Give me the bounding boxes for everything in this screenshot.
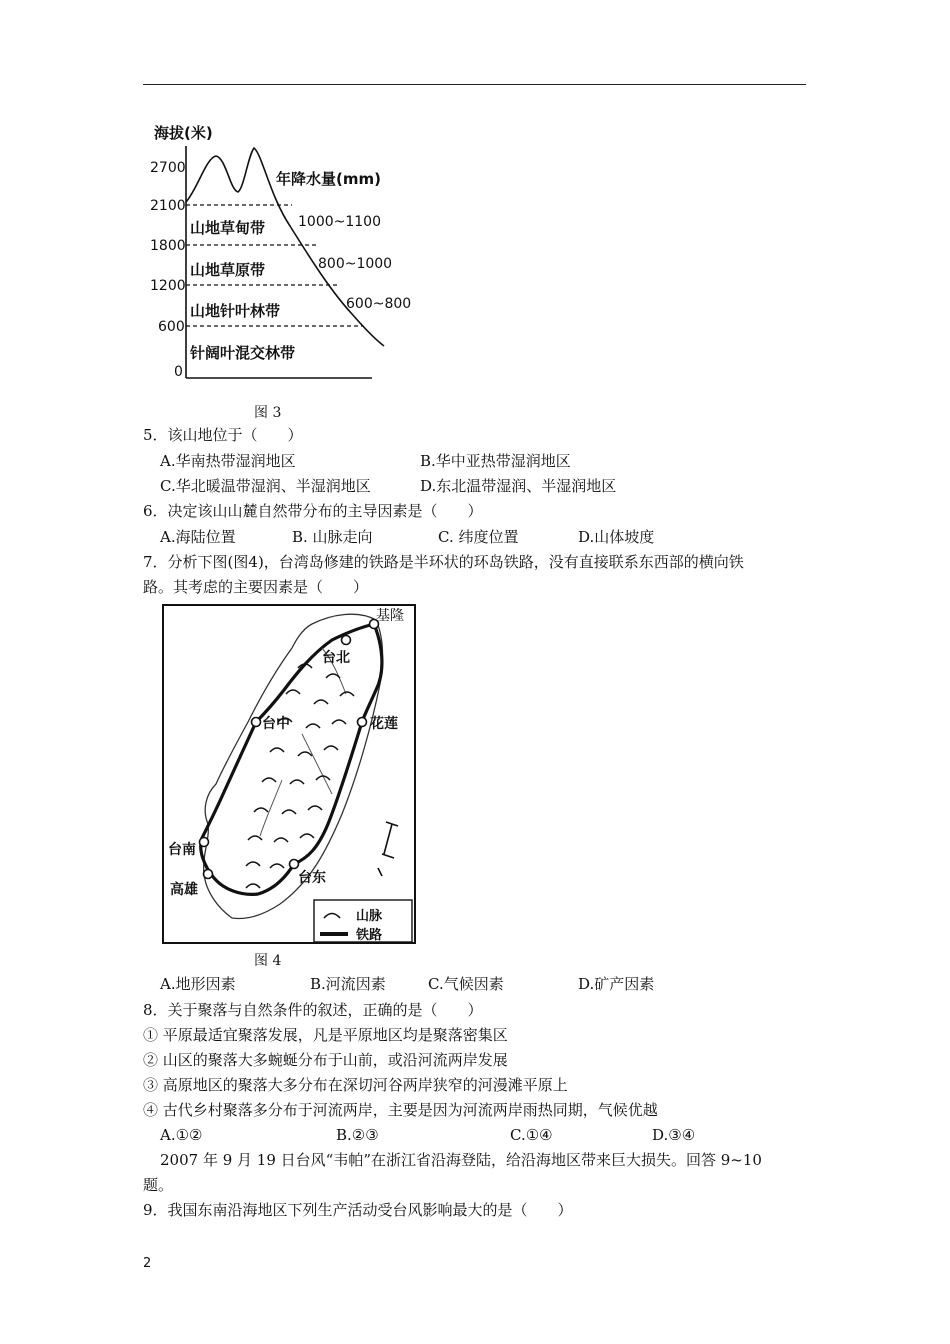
figure-4-taiwan-map [162, 604, 418, 946]
city-label-jilong: 基隆 [376, 608, 404, 624]
legend-railway-label: 铁路 [356, 928, 383, 943]
fig3-tick: 0 [174, 364, 183, 380]
fig3-zone-label: 山地针叶林带 [190, 302, 281, 320]
fig3-precip-value: 800~1000 [318, 256, 393, 272]
city-label-taipei: 台北 [322, 650, 350, 666]
q7-option-b: B.河流因素 [310, 975, 386, 993]
q9-stem: 9．我国东南沿海地区下列生产活动受台风影响最大的是（ ） [143, 1201, 573, 1219]
legend-mountain-label: 山脉 [356, 909, 383, 924]
q8-statement-4: ④ 古代乡村聚落多分布于河流两岸，主要是因为河流两岸雨热同期，气候优越 [143, 1101, 658, 1119]
figure-3-mountain-zones [140, 118, 430, 386]
q8-option-a: A.①② [160, 1126, 203, 1144]
city-label-taitung: 台东 [298, 870, 326, 886]
fig3-tick: 600 [158, 319, 185, 335]
city-label-kaohsiung: 高雄 [170, 882, 198, 898]
q8-statement-2: ② 山区的聚落大多蜿蜒分布于山前，或沿河流两岸发展 [143, 1051, 508, 1069]
fig3-tick: 1200 [150, 278, 186, 294]
q7-stem-line2: 路。其考虑的主要因素是（ ） [143, 578, 369, 596]
fig3-precip-title: 年降水量(mm) [276, 170, 381, 188]
fig3-ylabel: 海拔(米) [154, 124, 213, 142]
q5-option-a: A.华南热带湿润地区 [160, 452, 296, 470]
q8-statement-3: ③ 高原地区的聚落大多分布在深切河谷两岸狭窄的河漫滩平原上 [143, 1076, 568, 1094]
q7-option-a: A.地形因素 [160, 975, 236, 993]
q7-option-d: D.矿产因素 [578, 975, 655, 993]
fig3-zone-label: 山地草原带 [190, 261, 266, 279]
q5-option-d: D.东北温带湿润、半湿润地区 [420, 477, 617, 495]
q6-option-a: A.海陆位置 [160, 528, 236, 546]
q8-option-c: C.①④ [510, 1126, 553, 1144]
header-rule [143, 84, 806, 85]
fig3-precip-value: 600~800 [346, 296, 412, 312]
q8-option-d: D.③④ [652, 1126, 696, 1144]
q7-option-c: C.气候因素 [428, 975, 504, 993]
q5-option-b: B.华中亚热带湿润地区 [420, 452, 571, 470]
fig3-tick: 1800 [150, 238, 186, 254]
q8-option-b: B.②③ [336, 1126, 379, 1144]
figure-4-caption: 图 4 [254, 953, 282, 969]
city-label-taichung: 台中 [262, 716, 290, 732]
q6-stem: 6．决定该山山麓自然带分布的主导因素是（ ） [143, 502, 483, 520]
q7-stem-line1: 7．分析下图(图4)，台湾岛修建的铁路是半环状的环岛铁路，没有直接联系东西部的横向铁 [143, 553, 744, 571]
page-number: 2 [143, 1256, 152, 1271]
q6-option-c: C. 纬度位置 [438, 528, 519, 546]
fig3-precip-value: 1000~1100 [298, 214, 381, 230]
figure-3-caption: 图 3 [254, 405, 282, 421]
passage-intro-line1: 2007 年 9 月 19 日台风“韦帕”在浙江省沿海登陆，给沿海地区带来巨大损失。回答 9~10 [160, 1151, 762, 1169]
q5-option-c: C.华北暖温带湿润、半湿润地区 [160, 477, 371, 495]
q8-statement-1: ① 平原最适宜聚落发展，凡是平原地区均是聚落密集区 [143, 1026, 508, 1044]
q8-stem: 8．关于聚落与自然条件的叙述，正确的是（ ） [143, 1001, 483, 1019]
passage-intro-line2: 题。 [143, 1176, 174, 1194]
fig3-tick: 2100 [150, 198, 186, 214]
q6-option-d: D.山体坡度 [578, 528, 655, 546]
fig3-zone-label: 山地草甸带 [190, 219, 266, 237]
q6-option-b: B. 山脉走向 [292, 528, 373, 546]
fig3-zone-label: 针阔叶混交林带 [190, 344, 296, 362]
city-label-hualien: 花莲 [370, 716, 398, 732]
city-label-tainan: 台南 [168, 842, 196, 858]
q5-stem: 5．该山地位于（ ） [143, 426, 303, 444]
fig3-tick: 2700 [150, 160, 186, 176]
